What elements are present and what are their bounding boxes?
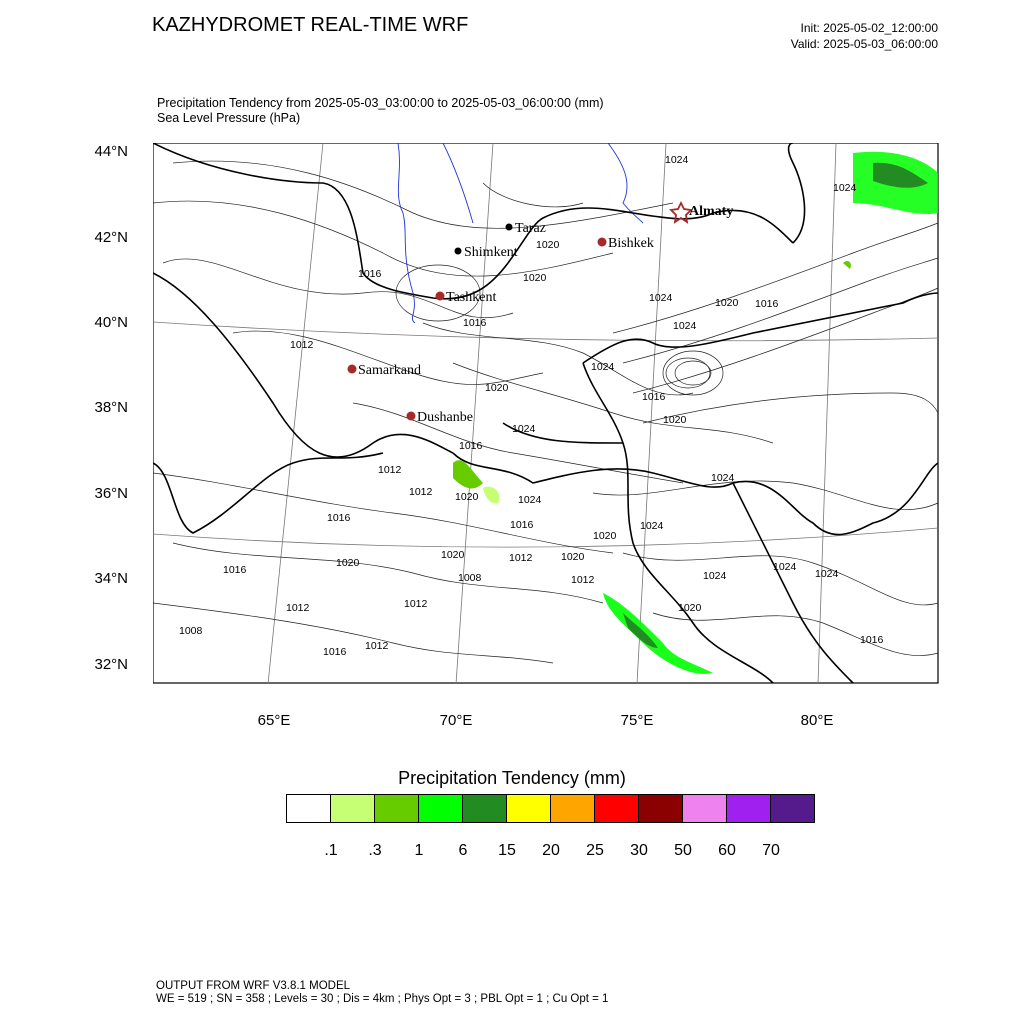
color-bar bbox=[286, 794, 815, 823]
subtitle-precip: Precipitation Tendency from 2025-05-03_03:00:00 to 2025-05-03_06:00:00 (mm) bbox=[157, 96, 604, 110]
lat-label-36: 36°N bbox=[94, 485, 128, 502]
lat-label-40: 40°N bbox=[94, 314, 128, 331]
color-bar-tick-label: 50 bbox=[674, 842, 692, 859]
city-dushanbe bbox=[407, 410, 474, 425]
color-bar-swatch bbox=[683, 795, 727, 822]
color-bar-swatch bbox=[463, 795, 507, 822]
city-label-samarkand: Samarkand bbox=[358, 363, 421, 378]
color-bar-tick-label: 25 bbox=[586, 842, 604, 859]
contour-label: 1012 bbox=[404, 598, 428, 610]
city-label-bishkek: Bishkek bbox=[608, 236, 654, 251]
color-bar-swatch bbox=[639, 795, 683, 822]
color-bar-tick-label: 60 bbox=[718, 842, 736, 859]
lon-label-65: 65°E bbox=[257, 712, 291, 729]
city-shimkent bbox=[455, 245, 518, 260]
lat-label-38: 38°N bbox=[94, 399, 128, 416]
contour-label: 1012 bbox=[509, 552, 533, 564]
lon-label-70: 70°E bbox=[439, 712, 473, 729]
color-bar-swatch bbox=[727, 795, 771, 822]
subtitle-slp: Sea Level Pressure (hPa) bbox=[157, 111, 301, 125]
lon-label-80: 80°E bbox=[800, 712, 834, 729]
init-time: Init: 2025-05-02_12:00:00 bbox=[800, 21, 938, 35]
contour-label: 1024 bbox=[773, 561, 797, 573]
contour-label: 1024 bbox=[703, 570, 727, 582]
contour-label: 1024 bbox=[665, 154, 689, 166]
city-label-dushanbe: Dushanbe bbox=[417, 410, 473, 425]
contour-label: 1016 bbox=[755, 298, 779, 310]
valid-time: Valid: 2025-05-03_06:00:00 bbox=[790, 37, 938, 51]
contour-label: 1024 bbox=[673, 320, 697, 332]
contour-label: 1020 bbox=[441, 549, 465, 561]
color-bar-swatch bbox=[771, 795, 814, 822]
city-label-tashkent: Tashkent bbox=[446, 290, 497, 305]
contour-label: 1020 bbox=[715, 297, 739, 309]
contour-label: 1020 bbox=[523, 272, 547, 284]
contour-label: 1024 bbox=[833, 182, 857, 194]
model-footer bbox=[156, 980, 608, 1006]
contour-label: 1012 bbox=[409, 486, 433, 498]
chart-title: KAZHYDROMET REAL-TIME WRF bbox=[152, 14, 469, 36]
footer-line-2: WE = 519 ; SN = 358 ; Levels = 30 ; Dis = 4km ; Phys Opt = 3 ; PBL Opt = 1 ; Cu Opt = 1 bbox=[156, 993, 609, 1005]
color-bar-swatch bbox=[551, 795, 595, 822]
color-bar-tick-label: 1 bbox=[414, 842, 424, 859]
contour-label: 1020 bbox=[485, 382, 509, 394]
contour-label: 1016 bbox=[642, 391, 666, 403]
footer-line-1: OUTPUT FROM WRF V3.8.1 MODEL bbox=[156, 980, 351, 992]
contour-label: 1020 bbox=[536, 239, 560, 251]
color-bar-tick-label: 70 bbox=[762, 842, 780, 859]
contour-label: 1016 bbox=[459, 440, 483, 452]
color-bar-tick-label: .1 bbox=[324, 842, 338, 859]
city-label-taraz: Taraz bbox=[515, 221, 546, 236]
contour-label: 1016 bbox=[223, 564, 247, 576]
contour-label: 1016 bbox=[463, 317, 487, 329]
lon-label-75: 75°E bbox=[620, 712, 654, 729]
color-bar-ticks bbox=[0, 842, 1024, 862]
contour-label: 1016 bbox=[323, 646, 347, 658]
color-bar-swatch bbox=[595, 795, 639, 822]
city-samarkand bbox=[348, 363, 421, 378]
city-label-almaty: Almaty bbox=[689, 204, 734, 219]
contour-label: 1024 bbox=[649, 292, 673, 304]
contour-label: 1024 bbox=[512, 423, 536, 435]
lat-label-34: 34°N bbox=[94, 570, 128, 587]
contour-label: 1012 bbox=[378, 464, 402, 476]
lat-label-32: 32°N bbox=[94, 656, 128, 673]
contour-label: 1020 bbox=[561, 551, 585, 563]
color-bar-swatch bbox=[507, 795, 551, 822]
color-bar-tick-label: 20 bbox=[542, 842, 560, 859]
contour-label: 1016 bbox=[327, 512, 351, 524]
legend-title: Precipitation Tendency (mm) bbox=[398, 768, 626, 788]
color-bar-tick-label: .3 bbox=[368, 842, 382, 859]
contour-label: 1024 bbox=[591, 361, 615, 373]
color-bar-swatch bbox=[419, 795, 463, 822]
contour-label: 1012 bbox=[571, 574, 595, 586]
color-bar-swatch bbox=[375, 795, 419, 822]
subtitle bbox=[157, 96, 604, 126]
contour-label: 1020 bbox=[663, 414, 687, 426]
contour-label: 1020 bbox=[678, 602, 702, 614]
contour-label: 1020 bbox=[593, 530, 617, 542]
contour-label: 1024 bbox=[815, 568, 839, 580]
contour-label: 1012 bbox=[286, 602, 310, 614]
contour-label: 1020 bbox=[336, 557, 360, 569]
contour-label: 1016 bbox=[358, 268, 382, 280]
color-bar-tick-label: 15 bbox=[498, 842, 516, 859]
contour-label: 1008 bbox=[458, 572, 482, 584]
color-bar-swatch bbox=[331, 795, 375, 822]
time-info bbox=[791, 20, 938, 52]
contour-label: 1020 bbox=[455, 491, 479, 503]
contour-label: 1012 bbox=[365, 640, 389, 652]
color-bar-swatch bbox=[287, 795, 331, 822]
contour-label: 1008 bbox=[179, 625, 203, 637]
color-bar-tick-label: 6 bbox=[458, 842, 468, 859]
map-panel bbox=[153, 143, 939, 684]
contour-label: 1024 bbox=[518, 494, 542, 506]
contour-label: 1024 bbox=[640, 520, 664, 532]
lat-label-44: 44°N bbox=[94, 143, 128, 160]
contour-label: 1016 bbox=[510, 519, 534, 531]
city-label-shimkent: Shimkent bbox=[464, 245, 518, 260]
contour-label: 1024 bbox=[711, 472, 735, 484]
contour-label: 1016 bbox=[860, 634, 884, 646]
lat-label-42: 42°N bbox=[94, 229, 128, 246]
color-bar-tick-label: 30 bbox=[630, 842, 648, 859]
contour-label: 1012 bbox=[290, 339, 314, 351]
